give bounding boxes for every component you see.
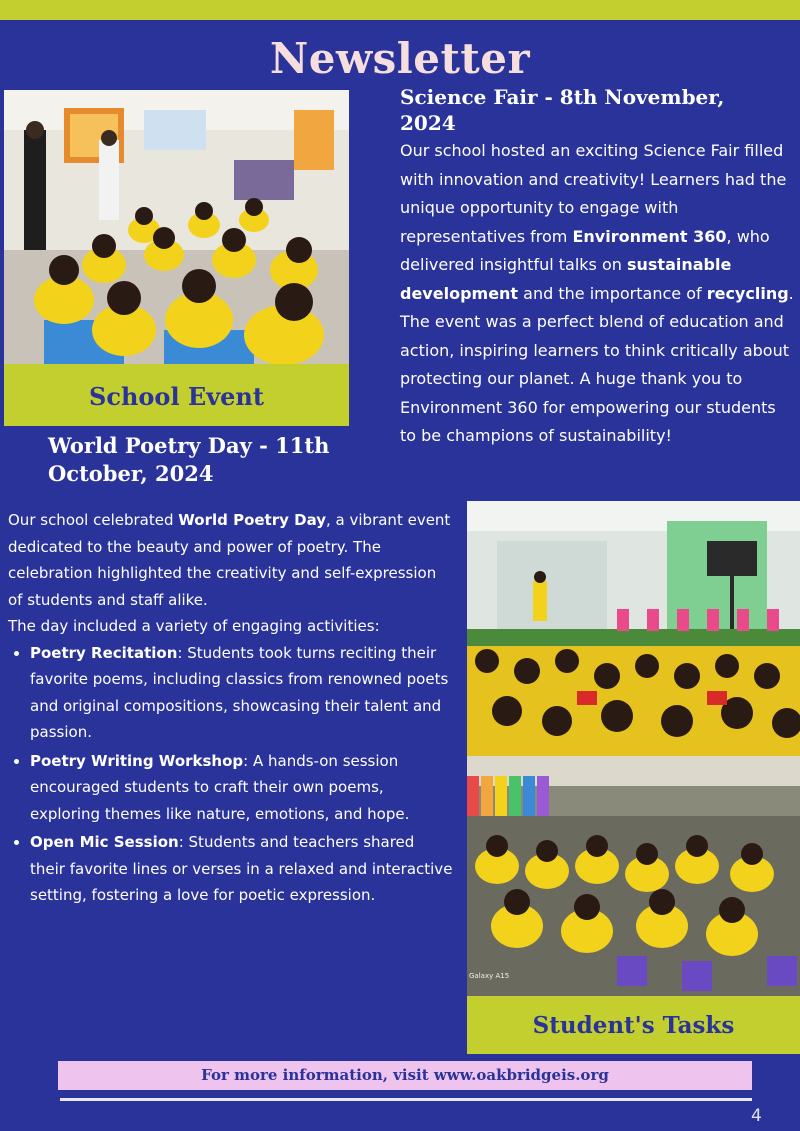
activity-text: : Students and teachers shared their favorite lines or verses in a relaxed and interactive setting, fostering a love for poetic expression. xyxy=(30,833,453,904)
list-item xyxy=(30,640,453,746)
activity-title: Open Mic Session xyxy=(30,833,179,851)
page-title: Newsletter xyxy=(269,34,531,83)
text-run: Our school hosted an exciting Science Fair filled with innovation and creativity! Learners had the unique opportunity to engage with representatives from xyxy=(400,141,787,246)
science-fair-heading: Science Fair - 8th November, 2024 xyxy=(400,85,725,135)
page-number: 4 xyxy=(751,1106,762,1126)
students-audience-photo xyxy=(467,756,800,996)
bold-text: World Poetry Day xyxy=(178,511,327,529)
poetry-intro-2: The day included a variety of engaging activities: xyxy=(8,617,380,635)
list-item xyxy=(30,829,453,909)
school-event-caption xyxy=(4,364,349,426)
students-tasks-caption xyxy=(467,996,800,1054)
poetry-intro xyxy=(8,507,453,613)
activity-text: : A hands-on session encouraged students to craft their own poems, exploring themes like nature, emotions, and hope. xyxy=(30,751,410,823)
photo-watermark: Galaxy A15 xyxy=(469,972,510,980)
poetry-day-body xyxy=(8,507,453,911)
footer-divider xyxy=(60,1098,752,1101)
bold-text: Environment 360 xyxy=(572,226,727,246)
students-performance-photo xyxy=(467,501,800,756)
activities-list xyxy=(8,640,453,909)
science-fair-paragraph-1 xyxy=(400,137,795,308)
text-run: Our school celebrated xyxy=(8,511,179,529)
activity-text: : Students took turns reciting their favorite poems, including classics from renowned poets and original compositions, showcasing their talent and passion. xyxy=(30,643,449,741)
text-run: , a vibrant event dedicated to the beauty and power of poetry. The celebration highlighted the creativity and self-expression of students and staff alike. xyxy=(8,511,451,609)
students-tasks-caption-text: Student's Tasks xyxy=(532,1012,735,1039)
bold-text: sustainable development xyxy=(400,255,732,303)
activity-title: Poetry Writing Workshop xyxy=(30,751,244,770)
science-fair-body xyxy=(400,137,795,451)
text-run: and the importance of xyxy=(518,283,707,303)
poetry-day-heading: World Poetry Day - 11th October, 2024 xyxy=(48,433,330,486)
text-run: . xyxy=(788,283,794,303)
bold-text: recycling xyxy=(706,283,789,303)
school-event-photo xyxy=(4,90,349,364)
school-event-caption-text: School Event xyxy=(89,382,264,411)
activity-title: Poetry Recitation xyxy=(30,643,178,662)
footer-info-banner xyxy=(58,1061,752,1090)
list-item xyxy=(30,748,453,828)
top-accent-bar xyxy=(0,0,800,20)
footer-info-text: For more information, visit www.oakbridgeis.org xyxy=(201,1066,609,1084)
text-run: , who delivered insightful talks on xyxy=(400,226,770,274)
science-fair-paragraph-2: The event was a perfect blend of education and action, inspiring learners to think critically about protecting our planet. A huge thank you to Environment 360 for empowering our students to be champions of sustainability! xyxy=(400,312,789,445)
